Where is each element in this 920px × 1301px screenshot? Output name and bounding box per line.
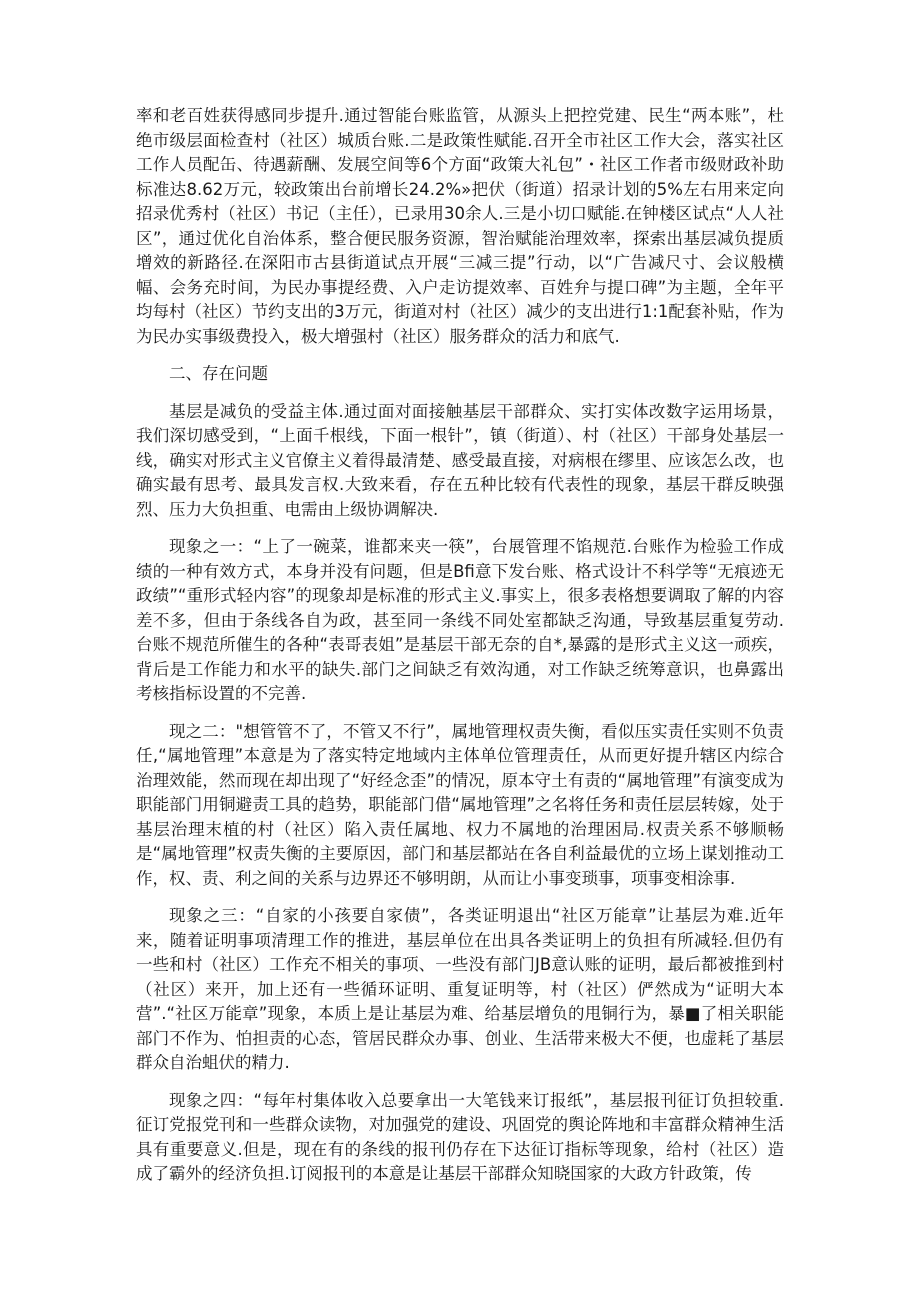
document-page <box>136 104 784 1200</box>
paragraph-phenomenon-one: 现象之一：“上了一碗菜，谁都来夹一筷”，台展管理不馅规范.台账作为检验工作成绩的一种有效方式，本身并没有问题，但是Bfi意下发台账、格式设计不科学等“无痕迹无政绩”“重形式轻内容”的现象却是标准的形式主义.事实上，很多表格想要调取了解的内容差不多，但由于条线各自为政，甚至同一条线不同处室都缺乏沟通，导致基层重复劳动.台账不规范所催生的各种“表哥表姐”是基层干部无奈的自*,暴露的是形式主义这一顽疾，背后是工作能力和水平的缺失.部门之间缺乏有效沟通，对工作缺乏统筹意识，也鼻露出考核指标设置的不完善. <box>136 537 784 703</box>
paragraph-continuation: 率和老百姓获得感同步提升.通过智能台账监管，从源头上把控党建、民生“两本账”，杜绝市级层面检查村（社区）城质台账.二是政策性赋能.召开全市社区工作大会，落实社区工作人员配缶、待遇薪酬、发展空间等6个方面“政策大礼包”・社区工作者市级财政补助标准达8.62万元，较政策出台前增长24.2%»把伏（街道）招录计划的5%左右用来定向招录优秀村（社区）书记（主任），已录用30余人.三是小切口赋能.在钟楼区试点“人人社区”，通过优化自治体系，整合便民服务资源，智治赋能治理效率，探索出基层减负提质增效的新路径.在深阳市古县街道试点开展“三减三提”行动，以“广告减尺寸、会议般横幅、会务充时间，为民办事提经费、入户走访提效率、百姓弁与提口碑”为主题，全年平均每村（社区）节约支出的3万元，街道对村（社区）减少的支出进行1:1配套补贴，作为为民办实事级费投入，极大增强村（社区）服务群众的活力和底气. <box>136 106 784 346</box>
paragraph-phenomenon-four: 现象之四：“每年村集体收入总要拿出一大笔钱来订报纸”，基层报刊征订负担较重.征订党报党刊和一些群众读物，对加强党的建设、巩固党的舆论阵地和丰富群众精神生活具有重要意义.但是，现在有的条线的报刊仍存在下达征订指标等现象，给村（社区）造成了霸外的经济负担.订阅报刊的本意是让基层干部群众知晓国家的大政方针政策，传 <box>136 1090 784 1183</box>
paragraph-phenomenon-three: 现象之三：“自家的小孩要自家债”，各类证明退出“社区万能章”让基层为难.近年来，随着证明事项清理工作的推进，基层单位在出具各类证明上的负担有所减轻.但仍有一些和村（社区）工作充不相关的事项、一些没有部门JB意认账的证明，最后都被推到村（社区）来开，加上还有一些循环证明、重复证明等，村（社区）俨然成为“证明大本营”.“社区万能章”现象，本质上是让基层为难、给基层增负的甩铜行为，暴■了相关职能部门不作为、怕担责的心态，管居民群众办事、创业、生活带来极大不便，也虚耗了基层群众自治蛆伏的精力. <box>136 906 784 1072</box>
section-heading-existing-problems: 二、存在问题 <box>169 364 268 383</box>
paragraph-intro-problems: 基层是减负的受益主体.通过面对面接触基层干部群众、实打实体改数字运用场景，我们深切感受到，“上面千根线，下面一根针”，镇（街道）、村（社区）干部身处基层一线，确实对形式主义官僚主义着得最清楚、感受最直接，对病根在缪里、应该怎么改，也确实最有思考、最具发言权.大致来看，存在五种比较有代表性的现象，基层干群反映强烈、压力大负担重、电需由上级协调解决. <box>136 401 784 519</box>
paragraph-phenomenon-two: 现之二："想管管不了，不管又不行”，属地管理权责失衡，看似压实责任实则不负责任,“属地管理”本意是为了落实特定地域内主体单位管理责任，从而更好提升辖区内综合治理效能，然而现在却出现了“好经念歪”的情况，原本守土有责的“属地管理”有演变成为职能部门用铜避责工具的趋势，职能部门借“属地管理”之名将任务和责任层层转嫁，处于基层治理末植的村（社区）陷入责任属地、权力不属地的治理困局.权责关系不够顺畅是“属地管理”权责失衡的主要原因，部门和基层都站在各自利益最优的立场上谋划推动工作，权、责、利之间的关系与边界还不够明朗，从而让小事变琐事，项事变相涂事. <box>136 721 784 888</box>
